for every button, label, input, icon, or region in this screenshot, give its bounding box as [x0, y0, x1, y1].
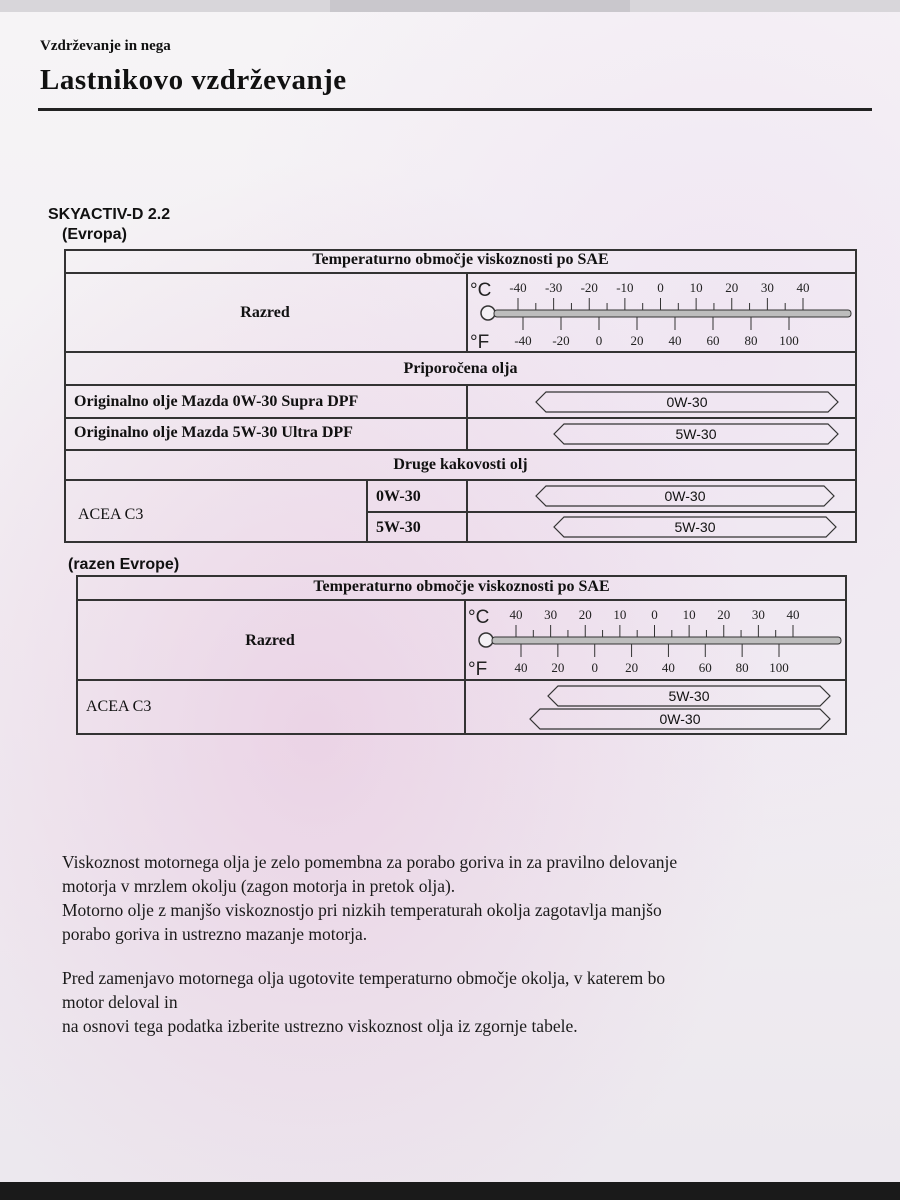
arrow-label: 0W-30	[666, 394, 708, 410]
celsius-tick-label: 20	[578, 607, 592, 622]
celsius-unit: °C	[470, 280, 492, 301]
other-oils-header: Druge kakovosti olj	[393, 456, 528, 473]
celsius-tick-label: 30	[751, 607, 765, 622]
oil-grade-label: 0W-30	[376, 488, 421, 505]
fahrenheit-tick-label: 0	[595, 333, 603, 348]
temperature-scale	[468, 274, 855, 351]
celsius-tick-label: 10	[613, 607, 627, 622]
viscosity-range-arrow	[554, 424, 838, 444]
celsius-tick-label: -10	[616, 280, 634, 295]
fahrenheit-tick-label: 20	[630, 333, 644, 348]
celsius-tick-label: 30	[544, 607, 558, 622]
fahrenheit-tick-label: 20	[625, 660, 639, 675]
celsius-tick-label: 20	[717, 607, 731, 622]
celsius-tick-label: 0	[657, 280, 664, 295]
celsius-tick-label: 40	[796, 280, 810, 295]
celsius-tick-label: 10	[682, 607, 696, 622]
top-bezel	[0, 0, 900, 12]
temperature-scale	[466, 601, 845, 678]
table-title: Temperaturno območje viskoznosti po SAE	[313, 578, 610, 595]
celsius-tick-label: 40	[509, 607, 523, 622]
arrow-label: 5W-30	[674, 519, 716, 535]
paragraph-viscosity-importance	[62, 850, 852, 946]
thermometer-bulb	[481, 306, 495, 320]
fahrenheit-tick-label: -40	[514, 333, 532, 348]
fahrenheit-tick-label: 60	[698, 660, 712, 675]
viscosity-range-arrow	[554, 517, 836, 537]
viscosity-range-arrow	[530, 709, 830, 729]
fahrenheit-tick-label: 100	[769, 660, 789, 675]
paragraph-line: motor deloval in	[62, 992, 178, 1012]
scale-graphic	[466, 601, 845, 678]
fahrenheit-tick-label: 0	[591, 660, 598, 675]
table-title: Temperaturno območje viskoznosti po SAE	[312, 251, 609, 268]
spec-label: ACEA C3	[78, 506, 144, 523]
celsius-tick-label: 20	[725, 280, 739, 295]
paragraph-line: Pred zamenjavo motornega olja ugotovite temperaturno območje okolja, v katerem bo	[62, 968, 666, 988]
viscosity-range-arrow	[548, 686, 830, 706]
paragraph-line: Viskoznost motornega olja je zelo pomembna za porabo goriva in za pravilno delovanje	[62, 852, 678, 872]
fahrenheit-tick-label: 80	[744, 333, 758, 348]
grade-label: Razred	[240, 304, 290, 321]
paragraph-selection-advice	[62, 966, 852, 1038]
scale-graphic	[468, 274, 855, 351]
paragraph-line: motorja v mrzlem okolju (zagon motorja in pretok olja).	[62, 876, 456, 896]
recommended-header: Priporočena olja	[403, 360, 518, 377]
thermometer-tube	[492, 637, 841, 644]
celsius-tick-label: -20	[580, 280, 598, 295]
paragraph-line: porabo goriva in ustrezno mazanje motorja.	[62, 924, 368, 944]
celsius-tick-label: 30	[760, 280, 774, 295]
viscosity-range-arrow	[536, 486, 834, 506]
arrow-label: 5W-30	[675, 426, 717, 442]
celsius-tick-label: -30	[544, 280, 563, 295]
section-label: Vzdrževanje in nega	[40, 38, 171, 54]
title-rule	[38, 108, 872, 111]
celsius-tick-label: 40	[786, 607, 800, 622]
arrow-label: 0W-30	[664, 488, 706, 504]
fahrenheit-tick-label: 100	[779, 333, 799, 348]
recommended-oil-name: Originalno olje Mazda 5W-30 Ultra DPF	[74, 424, 353, 441]
page-title: Lastnikovo vzdrževanje	[40, 64, 347, 96]
fahrenheit-tick-label: 40	[668, 333, 682, 348]
fahrenheit-unit: °F	[468, 659, 488, 680]
viscosity-range-arrow	[536, 392, 838, 412]
fahrenheit-unit: °F	[470, 332, 490, 353]
engine-label: SKYACTIV-D 2.2	[48, 206, 171, 223]
celsius-tick-label: 0	[651, 607, 658, 622]
fahrenheit-tick-label: 60	[706, 333, 720, 348]
celsius-tick-label: -40	[509, 280, 527, 295]
arrow-label: 0W-30	[659, 711, 701, 727]
fahrenheit-tick-label: 20	[551, 660, 565, 675]
oil-grade-label: 5W-30	[376, 519, 421, 536]
region-label-non-europe: (razen Evrope)	[68, 556, 180, 573]
bottom-bezel	[0, 1182, 900, 1200]
thermometer-bulb	[479, 633, 493, 647]
paragraph-line: Motorno olje z manjšo viskoznostjo pri nizkih temperaturah okolja zagotavlja manjšo	[62, 900, 662, 920]
arrow-label: 5W-30	[668, 688, 710, 704]
recommended-oil-name: Originalno olje Mazda 0W-30 Supra DPF	[74, 393, 359, 410]
fahrenheit-tick-label: 80	[735, 660, 749, 675]
celsius-unit: °C	[468, 607, 490, 628]
fahrenheit-tick-label: 40	[514, 660, 528, 675]
paragraph-line: na osnovi tega podatka izberite ustrezno viskoznost olja iz zgornje tabele.	[62, 1016, 578, 1036]
spec-label: ACEA C3	[86, 698, 152, 715]
fahrenheit-tick-label: 40	[661, 660, 675, 675]
grade-label: Razred	[245, 632, 295, 649]
thermometer-tube	[494, 310, 851, 317]
region-label-europe: (Evropa)	[62, 226, 127, 243]
fahrenheit-tick-label: -20	[552, 333, 570, 348]
celsius-tick-label: 10	[689, 280, 703, 295]
